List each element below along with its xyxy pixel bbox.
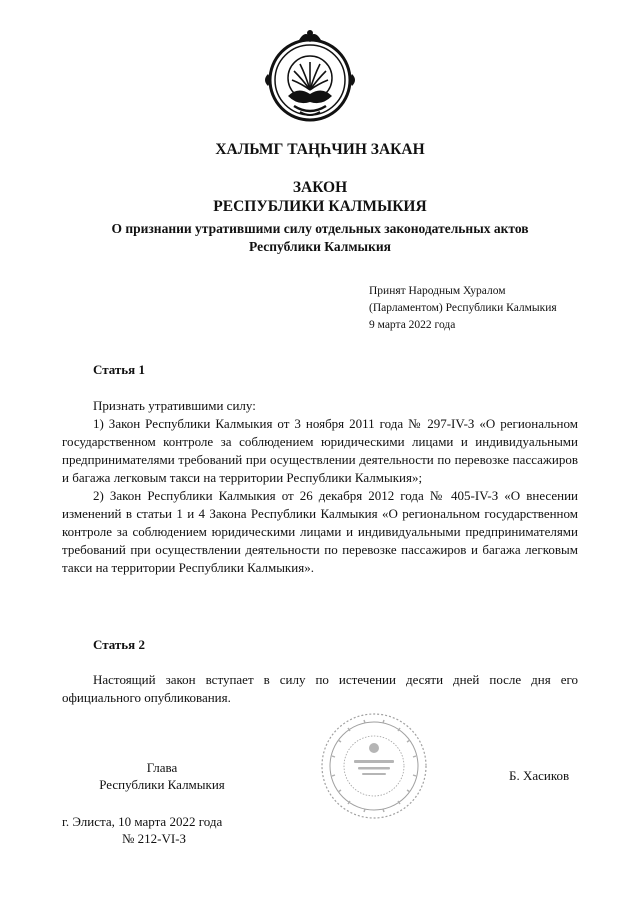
article2-text: Настоящий закон вступает в силу по истечении десяти дней после дня его официального опубликования. (62, 672, 578, 705)
city-date: г. Элиста, 10 марта 2022 года (62, 814, 223, 829)
subtitle-line2: Республики Калмыкия (249, 239, 391, 254)
article1-heading: Статья 1 (93, 362, 145, 377)
adoption-note (369, 283, 557, 334)
title-law-line1: ЗАКОН (292, 179, 348, 196)
article1-body (62, 397, 578, 577)
title-law (0, 178, 640, 216)
article1-item1: 1) Закон Республики Калмыкия от 3 ноября 2011 года № 297-IV-З «О региональном государственном контроле за соблюдением юридическими лицами и индивидуальными предпринимателями требований при осуществлении деятельности по перевозке пассажиров и багажа легковым такси на территории Республики Калмыкия»; (62, 416, 578, 485)
adoption-line1: Принят Народным Хуралом (369, 285, 506, 297)
article1-intro: Признать утратившими силу: (93, 398, 256, 413)
adoption-line2: (Парламентом) Республики Калмыкия (369, 302, 557, 314)
signatory-name: Б. Хасиков (509, 768, 570, 783)
document-subtitle (0, 220, 640, 256)
article2-body (62, 671, 578, 707)
title-kalmyk: ХАЛЬМГ ТАҢҺЧИН ЗАКАН (215, 141, 425, 158)
subtitle-line1: О признании утратившими силу отдельных законодательных актов (111, 221, 529, 236)
adoption-date: 9 марта 2022 года (369, 319, 456, 331)
place-date-number (62, 813, 262, 847)
article1-item2: 2) Закон Республики Калмыкия от 26 декабря 2012 года № 405-IV-З «О внесении изменений в статьи 1 и 4 Закона Республики Калмыкия «О региональном государственном контроле за соблюдением юридическими лицами и индивидуальными предпринимателями требований при осуществлении деятельности по перевозке пассажиров и багажа легковым такси на территории Республики Калмыкия». (62, 488, 578, 575)
kalmykia-emblem-icon (260, 28, 360, 124)
signatory-title-line1: Глава (146, 760, 178, 775)
law-number: № 212-VI-З (122, 831, 187, 846)
official-seal-icon (318, 710, 430, 822)
signatory-title-line2: Республики Калмыкия (99, 777, 225, 792)
article2-heading: Статья 2 (93, 637, 145, 652)
signatory-title (62, 759, 262, 793)
title-law-line2: РЕСПУБЛИКИ КАЛМЫКИЯ (213, 198, 427, 215)
